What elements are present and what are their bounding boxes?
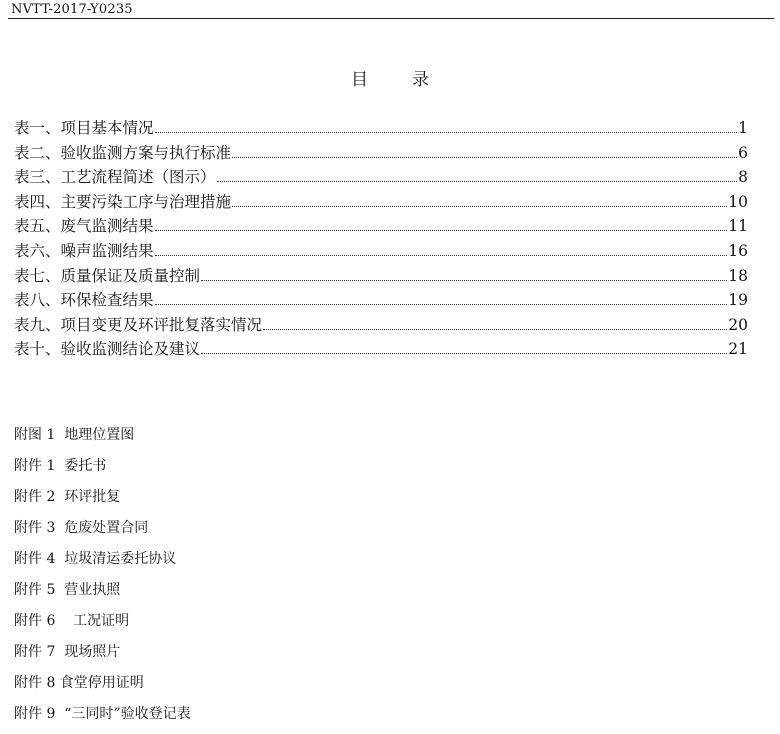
toc-dot-leader [155, 230, 728, 231]
toc-entry-label: 表一、项目基本情况 [14, 119, 154, 137]
toc-title-char-2: 录 [412, 70, 429, 90]
attachment-item: 附件 6 工况证明 [14, 613, 130, 629]
toc-dot-leader [217, 181, 738, 182]
attachment-item: 附图 1 地理位置图 [14, 427, 135, 443]
toc-entry-label: 表六、噪声监测结果 [14, 241, 154, 260]
toc-entry[interactable] [14, 165, 748, 190]
toc-entry-label: 表二、验收监测方案与执行标准 [14, 143, 232, 162]
attachment-item: 附件 9 “三同时”验收登记表 [14, 706, 191, 722]
attachment-item: 附件 8 食堂停用证明 [14, 675, 144, 691]
toc-entry[interactable] [14, 313, 748, 338]
toc-entry[interactable] [14, 288, 748, 313]
document-code: NVTT-2017-Y0235 [11, 2, 133, 17]
toc-entry-label: 表九、项目变更及环评批复落实情况 [14, 315, 263, 334]
attachment-item: 附件 2 环评批复 [14, 489, 121, 505]
toc-entry[interactable] [14, 337, 748, 362]
toc-dot-leader [232, 157, 737, 158]
toc-entry[interactable] [14, 214, 748, 239]
toc-entry-label: 表七、质量保证及质量控制 [14, 266, 201, 285]
toc-dot-leader [263, 329, 727, 330]
toc-entry[interactable] [14, 264, 748, 289]
attachment-item: 附件 3 危废处置合同 [14, 520, 149, 536]
toc-entry-page: 16 [728, 241, 748, 260]
toc-entry-page: 11 [728, 217, 748, 236]
attachment-item: 附件 7 现场照片 [14, 644, 121, 660]
toc-entry-label: 表三、工艺流程简述（图示） [14, 168, 216, 187]
toc-dot-leader [232, 206, 727, 207]
attachment-item: 附件 5 营业执照 [14, 582, 121, 598]
toc-entry-page: 10 [728, 192, 748, 211]
toc-entry-page: 18 [728, 266, 748, 285]
toc-entry-label: 表十、验收监测结论及建议 [14, 340, 201, 359]
toc-entry-label: 表五、废气监测结果 [14, 217, 154, 236]
attachment-list [14, 424, 614, 734]
toc-entry[interactable] [14, 141, 748, 166]
toc-entry-page: 20 [728, 315, 748, 334]
toc-entry-label: 表八、环保检查结果 [14, 291, 154, 310]
toc-dot-leader [201, 353, 727, 354]
toc-entry-page: 21 [728, 340, 748, 359]
toc-entry[interactable] [14, 116, 748, 141]
toc-entry-label: 表四、主要污染工序与治理措施 [14, 192, 232, 211]
toc-dot-leader [155, 304, 728, 305]
toc-entry-page: 8 [738, 168, 748, 187]
toc-dot-leader [201, 280, 727, 281]
toc-entry-page: 1 [738, 119, 748, 137]
toc-dot-leader [155, 132, 738, 133]
attachment-item: 附件 1 委托书 [14, 458, 107, 474]
table-of-contents [14, 116, 748, 362]
toc-entry-page: 19 [728, 291, 748, 310]
attachment-item: 附件 4 垃圾清运委托协议 [14, 551, 177, 567]
header-rule [8, 18, 774, 19]
toc-entry-page: 6 [738, 143, 748, 162]
toc-dot-leader [155, 255, 728, 256]
toc-entry[interactable] [14, 239, 748, 264]
toc-title-char-1: 目 [351, 70, 368, 90]
toc-title [0, 69, 780, 91]
toc-entry[interactable] [14, 190, 748, 215]
